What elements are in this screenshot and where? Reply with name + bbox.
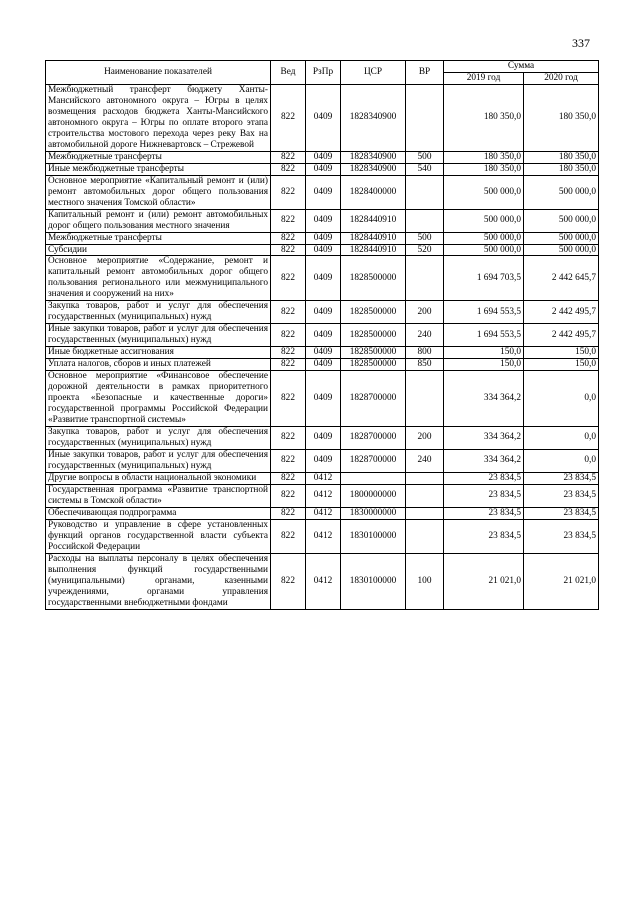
header-year-2019: 2019 год [444, 72, 524, 84]
row-rzpr: 0409 [306, 175, 341, 209]
budget-table [45, 60, 599, 610]
row-sum-2019: 500 000,0 [444, 244, 524, 256]
row-rzpr: 0409 [306, 151, 341, 163]
row-rzpr: 0412 [306, 484, 341, 507]
table-row [46, 507, 599, 519]
row-vr: 200 [406, 301, 444, 324]
row-sum-2020: 23 834,5 [524, 484, 599, 507]
row-vr [406, 484, 444, 507]
row-name: Иные бюджетные ассигнования [46, 347, 271, 359]
table-row [46, 256, 599, 301]
row-ved: 822 [271, 324, 306, 347]
row-name: Основное мероприятие «Капитальный ремонт и (или) ремонт автомобильных дорог общего пользования местного значения Томской области» [46, 175, 271, 209]
row-rzpr: 0409 [306, 449, 341, 472]
row-csr: 1828340900 [341, 84, 406, 151]
row-sum-2019: 23 834,5 [444, 507, 524, 519]
row-sum-2020: 150,0 [524, 347, 599, 359]
table-row [46, 359, 599, 371]
row-sum-2019: 1 694 703,5 [444, 256, 524, 301]
row-ved: 822 [271, 472, 306, 484]
row-name: Государственная программа «Развитие транспортной системы в Томской области» [46, 484, 271, 507]
row-name: Уплата налогов, сборов и иных платежей [46, 359, 271, 371]
row-sum-2020: 500 000,0 [524, 209, 599, 232]
row-name: Межбюджетные трансферты [46, 232, 271, 244]
row-sum-2020: 23 834,5 [524, 507, 599, 519]
row-vr: 850 [406, 359, 444, 371]
row-rzpr: 0412 [306, 553, 341, 609]
row-csr: 1828500000 [341, 324, 406, 347]
row-csr: 1800000000 [341, 484, 406, 507]
row-csr: 1828500000 [341, 301, 406, 324]
row-rzpr: 0409 [306, 301, 341, 324]
row-sum-2020: 0,0 [524, 449, 599, 472]
row-sum-2019: 180 350,0 [444, 163, 524, 175]
table-row [46, 449, 599, 472]
row-sum-2020: 23 834,5 [524, 472, 599, 484]
row-sum-2020: 500 000,0 [524, 232, 599, 244]
row-vr [406, 209, 444, 232]
row-name: Иные межбюджетные трансферты [46, 163, 271, 175]
row-sum-2019: 1 694 553,5 [444, 324, 524, 347]
row-sum-2019: 334 364,2 [444, 427, 524, 450]
row-sum-2020: 500 000,0 [524, 175, 599, 209]
row-vr [406, 371, 444, 427]
row-sum-2020: 0,0 [524, 371, 599, 427]
table-row [46, 347, 599, 359]
row-name: Иные закупки товаров, работ и услуг для обеспечения государственных (муниципальных) нужд [46, 324, 271, 347]
row-name: Межбюджетные трансферты [46, 151, 271, 163]
row-name: Межбюджетный трансферт бюджету Ханты-Мансийского автономного округа – Югры в целях возмещения расходов бюджета Ханты-Мансийского автономного округа – Югры по оплате второго этапа строительства мостового перехода через реку Вах на автомобильной дороге Нижневартовск – Стрежевой [46, 84, 271, 151]
row-ved: 822 [271, 519, 306, 553]
row-ved: 822 [271, 553, 306, 609]
row-name: Иные закупки товаров, работ и услуг для обеспечения государственных (муниципальных) нужд [46, 449, 271, 472]
row-sum-2019: 500 000,0 [444, 175, 524, 209]
row-rzpr: 0412 [306, 519, 341, 553]
row-ved: 822 [271, 449, 306, 472]
row-vr: 200 [406, 427, 444, 450]
row-sum-2019: 500 000,0 [444, 232, 524, 244]
row-csr: 1830100000 [341, 519, 406, 553]
row-sum-2019: 23 834,5 [444, 519, 524, 553]
row-name: Основное мероприятие «Содержание, ремонт и капитальный ремонт автомобильных дорог общего пользования регионального или межмуниципального значения и сооружений на них» [46, 256, 271, 301]
header-rzpr: РзПр [306, 61, 341, 85]
row-sum-2020: 2 442 495,7 [524, 324, 599, 347]
row-ved: 822 [271, 347, 306, 359]
row-sum-2020: 23 834,5 [524, 519, 599, 553]
row-ved: 822 [271, 427, 306, 450]
row-csr [341, 472, 406, 484]
page-number: 337 [572, 36, 590, 50]
row-ved: 822 [271, 209, 306, 232]
row-ved: 822 [271, 84, 306, 151]
row-csr: 1828700000 [341, 427, 406, 450]
row-name: Руководство и управление в сфере установленных функций органов государственной власти субъекта Российской Федерации [46, 519, 271, 553]
row-ved: 822 [271, 244, 306, 256]
row-csr: 1828500000 [341, 347, 406, 359]
row-vr: 240 [406, 324, 444, 347]
row-vr [406, 256, 444, 301]
row-vr: 540 [406, 163, 444, 175]
row-csr: 1828340900 [341, 151, 406, 163]
table-row [46, 519, 599, 553]
table-row [46, 151, 599, 163]
row-csr: 1828440910 [341, 232, 406, 244]
table-row [46, 324, 599, 347]
row-sum-2020: 0,0 [524, 427, 599, 450]
table-row [46, 232, 599, 244]
row-sum-2020: 500 000,0 [524, 244, 599, 256]
row-name: Закупка товаров, работ и услуг для обеспечения государственных (муниципальных) нужд [46, 427, 271, 450]
row-sum-2019: 23 834,5 [444, 472, 524, 484]
row-ved: 822 [271, 507, 306, 519]
row-rzpr: 0412 [306, 507, 341, 519]
row-vr [406, 507, 444, 519]
table-row [46, 553, 599, 609]
header-name: Наименование показателей [46, 61, 271, 85]
row-sum-2019: 150,0 [444, 347, 524, 359]
row-ved: 822 [271, 175, 306, 209]
table-row [46, 84, 599, 151]
row-rzpr: 0409 [306, 371, 341, 427]
row-name: Основное мероприятие «Финансовое обеспечение дорожной деятельности в рамках приоритетного проекта «Безопасные и качественные дороги» государственной программы Российской Федерации «Развитие транспортной системы» [46, 371, 271, 427]
row-sum-2020: 2 442 495,7 [524, 301, 599, 324]
row-vr: 500 [406, 151, 444, 163]
row-vr: 100 [406, 553, 444, 609]
row-sum-2019: 1 694 553,5 [444, 301, 524, 324]
row-vr: 500 [406, 232, 444, 244]
table-row [46, 427, 599, 450]
row-sum-2020: 21 021,0 [524, 553, 599, 609]
row-ved: 822 [271, 484, 306, 507]
row-sum-2020: 180 350,0 [524, 84, 599, 151]
row-csr: 1828400000 [341, 175, 406, 209]
row-sum-2019: 23 834,5 [444, 484, 524, 507]
table-row [46, 244, 599, 256]
row-ved: 822 [271, 151, 306, 163]
row-csr: 1830100000 [341, 553, 406, 609]
table-row [46, 371, 599, 427]
row-rzpr: 0409 [306, 232, 341, 244]
row-sum-2019: 334 364,2 [444, 371, 524, 427]
row-csr: 1828440910 [341, 244, 406, 256]
row-vr: 800 [406, 347, 444, 359]
row-csr: 1828500000 [341, 256, 406, 301]
row-rzpr: 0409 [306, 163, 341, 175]
row-csr: 1830000000 [341, 507, 406, 519]
header-ved: Вед [271, 61, 306, 85]
row-rzpr: 0409 [306, 359, 341, 371]
row-csr: 1828340900 [341, 163, 406, 175]
row-vr [406, 175, 444, 209]
row-name: Капитальный ремонт и (или) ремонт автомобильных дорог общего пользования местного значения [46, 209, 271, 232]
row-csr: 1828500000 [341, 359, 406, 371]
row-rzpr: 0409 [306, 244, 341, 256]
row-sum-2019: 180 350,0 [444, 151, 524, 163]
row-ved: 822 [271, 371, 306, 427]
row-ved: 822 [271, 232, 306, 244]
row-vr: 520 [406, 244, 444, 256]
table-row [46, 484, 599, 507]
row-sum-2019: 334 364,2 [444, 449, 524, 472]
table-row [46, 209, 599, 232]
row-name: Закупка товаров, работ и услуг для обеспечения государственных (муниципальных) нужд [46, 301, 271, 324]
row-csr: 1828440910 [341, 209, 406, 232]
row-rzpr: 0409 [306, 324, 341, 347]
row-rzpr: 0409 [306, 427, 341, 450]
table-row [46, 301, 599, 324]
header-sum: Сумма [444, 61, 599, 73]
table-row [46, 163, 599, 175]
row-rzpr: 0412 [306, 472, 341, 484]
row-rzpr: 0409 [306, 256, 341, 301]
row-name: Другие вопросы в области национальной экономики [46, 472, 271, 484]
row-sum-2020: 150,0 [524, 359, 599, 371]
table-row [46, 472, 599, 484]
row-vr [406, 84, 444, 151]
row-sum-2020: 180 350,0 [524, 151, 599, 163]
row-rzpr: 0409 [306, 84, 341, 151]
row-csr: 1828700000 [341, 449, 406, 472]
row-ved: 822 [271, 256, 306, 301]
header-vr: ВР [406, 61, 444, 85]
row-rzpr: 0409 [306, 209, 341, 232]
row-ved: 822 [271, 301, 306, 324]
header-csr: ЦСР [341, 61, 406, 85]
row-sum-2019: 500 000,0 [444, 209, 524, 232]
row-sum-2019: 180 350,0 [444, 84, 524, 151]
row-name: Обеспечивающая подпрограмма [46, 507, 271, 519]
row-rzpr: 0409 [306, 347, 341, 359]
row-sum-2020: 180 350,0 [524, 163, 599, 175]
table-row [46, 175, 599, 209]
row-vr [406, 519, 444, 553]
table-header-row [46, 61, 599, 73]
row-vr: 240 [406, 449, 444, 472]
row-ved: 822 [271, 163, 306, 175]
row-name: Субсидии [46, 244, 271, 256]
row-vr [406, 472, 444, 484]
row-csr: 1828700000 [341, 371, 406, 427]
row-sum-2019: 150,0 [444, 359, 524, 371]
row-sum-2020: 2 442 645,7 [524, 256, 599, 301]
header-year-2020: 2020 год [524, 72, 599, 84]
row-ved: 822 [271, 359, 306, 371]
row-name: Расходы на выплаты персоналу в целях обеспечения выполнения функций государственными (муниципальными) органами, казенными учреждениями, органами управления государственными внебюджетными фондами [46, 553, 271, 609]
row-sum-2019: 21 021,0 [444, 553, 524, 609]
